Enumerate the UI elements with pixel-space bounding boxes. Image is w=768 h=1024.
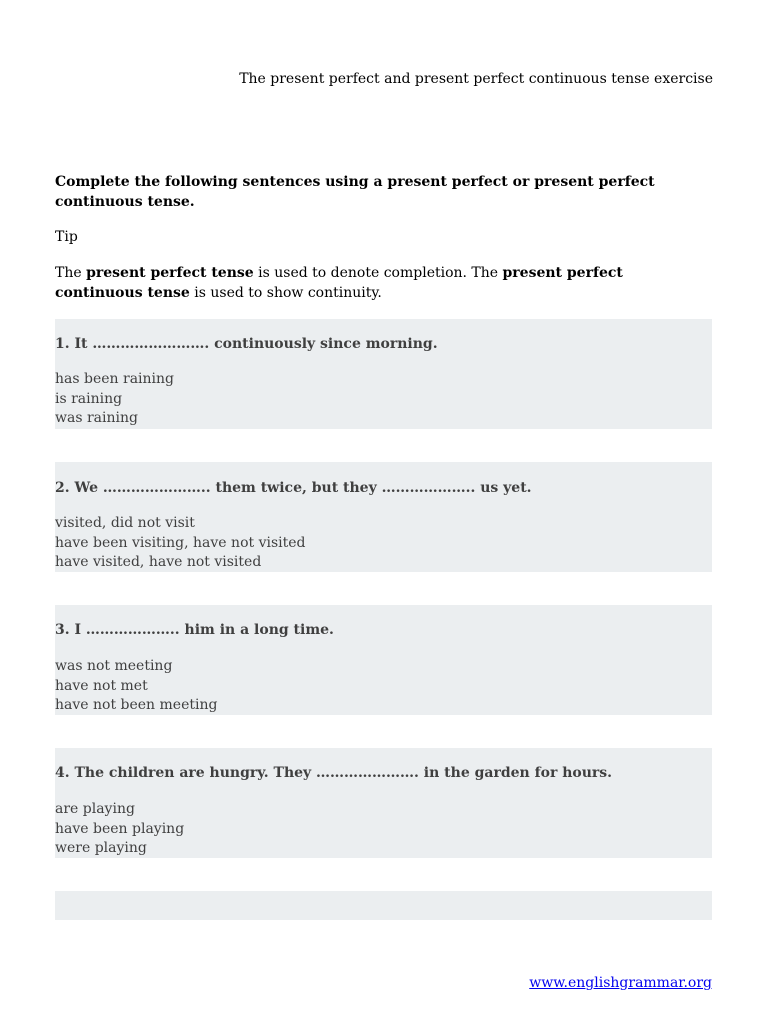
tip-label: Tip [55,229,78,245]
answer-option[interactable]: was not meeting [55,658,173,674]
question-block-2 [55,462,712,572]
question-text: 2. We ………………….. them twice, but they ……………….. us yet. [55,480,532,496]
answer-option[interactable]: have been playing [55,820,185,837]
answer-option[interactable]: are playing [55,801,135,817]
answer-option[interactable]: was raining [55,410,138,426]
answer-option[interactable]: have not been meeting [55,697,218,713]
answer-options [55,657,217,716]
answer-option[interactable]: has been raining [55,371,174,387]
tip-text [55,263,715,303]
tip-text-part: is used to show continuity. [189,285,382,301]
question-text: 4. The children are hungry. They …………………. in the garden for hours. [55,765,613,781]
answer-option[interactable]: have visited, have not visited [55,554,262,570]
tip-bold-term: present perfect continuous tense [55,265,623,301]
question-text: 1. It ……………………. continuously since morning. [55,336,438,352]
question-block-3 [55,605,712,715]
answer-option[interactable]: have been visiting, have not visited [55,534,306,551]
question-block-1 [55,319,712,429]
answer-options [55,800,184,859]
answer-option[interactable]: were playing [55,840,147,856]
tip-text-part: is used to denote completion. The [253,265,503,281]
question-block-empty [55,891,712,920]
instructions: Complete the following sentences using a present perfect or present perfect continuous tense. [55,174,655,210]
tip-text-part: The [55,265,87,281]
page-title: The present perfect and present perfect continuous tense exercise [239,71,713,87]
answer-option[interactable]: have not met [55,677,148,694]
answer-options [55,514,306,573]
footer-website-link[interactable]: www.englishgrammar.org [529,975,712,991]
question-block-4 [55,748,712,858]
answer-options [55,370,174,429]
question-text: 3. I ……………….. him in a long time. [55,622,334,638]
tip-bold-term: present perfect tense [86,265,254,281]
answer-option[interactable]: is raining [55,390,123,407]
answer-option[interactable]: visited, did not visit [55,515,195,531]
